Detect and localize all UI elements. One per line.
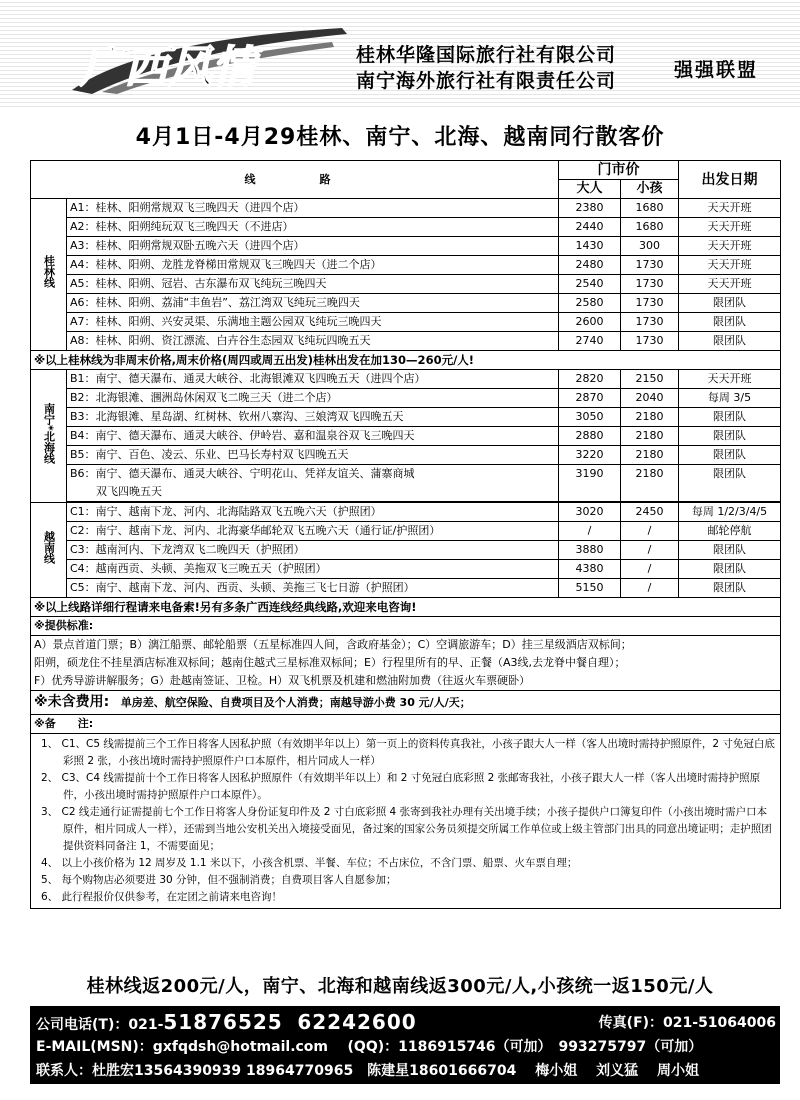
table-row (31, 370, 781, 389)
route-cell: A2：桂林、阳朔纯玩双飞三晚四天（不进店） (67, 218, 559, 237)
table-row (31, 408, 781, 427)
standard-line: F）优秀导游讲解服务；G）赴越南签证、卫检。H）双飞机票及机建和燃油附加费（往返火车票硬卧） (34, 674, 531, 687)
adult-price: 2440 (559, 218, 621, 237)
depart-date: 限团队 (679, 541, 781, 560)
route-cell: B5：南宁、百色、凌云、乐业、巴马长寿村双飞四晚五天 (67, 446, 559, 465)
route-cell: A1：桂林、阳朔常规双飞三晚四天（进四个店） (67, 199, 559, 218)
route-line-cont: 双飞四晚五天 (96, 485, 162, 498)
depart-date: 限团队 (679, 465, 781, 502)
route-cell: B1：南宁、德天瀑布、通灵大峡谷、北海银滩双飞四晚五天（进四个店） (67, 370, 559, 389)
depart-date: 邮轮停航 (679, 522, 781, 541)
table-row (31, 256, 781, 275)
depart-date: 限团队 (679, 427, 781, 446)
excluded-row (31, 691, 781, 715)
route-cell: A8：桂林、阳朔、资江漂流、白卉谷生态园双飞纯玩四晚五天 (67, 332, 559, 351)
company-name-nanning: 南宁海外旅行社有限责任公司 (356, 70, 617, 92)
remarks-body-row (31, 734, 781, 909)
route-cell: C5：南宁、越南下龙、河内、西贡、头顿、美拖三飞七日游（护照团） (67, 579, 559, 598)
child-price: 1730 (621, 256, 679, 275)
phone-label: 公司电话(T)：021- (36, 1017, 164, 1033)
depart-date: 限团队 (679, 332, 781, 351)
child-price: 2180 (621, 465, 679, 502)
standard-body (31, 636, 781, 691)
phone-number-1[interactable]: 51876525 (163, 1010, 283, 1034)
phone-number-2[interactable]: 62242600 (297, 1010, 417, 1034)
email-line (36, 1036, 774, 1056)
adult-price: 2740 (559, 332, 621, 351)
child-price: 2040 (621, 389, 679, 408)
depart-date: 天天开班 (679, 218, 781, 237)
table-header-row (31, 161, 781, 180)
table-row (31, 199, 781, 218)
table-row (31, 560, 781, 579)
standard-title-row (31, 617, 781, 636)
remark-item: 2、 C3、C4 线需提前十个工作日将客人因私护照原件（有效期半年以上）和 2 寸免冠白底彩照 2 张邮寄我社，小孩子跟大人一样（客人出境时需持护照原件，小孩出境时需持护照原件户口本原件）。 (41, 772, 761, 801)
table-row (31, 237, 781, 256)
child-price: 2180 (621, 408, 679, 427)
remark-item: 6、 此行程报价仅供参考，在定团之前请来电咨询！ (41, 891, 283, 903)
standard-title: ※提供标准: (31, 617, 781, 636)
depart-date: 限团队 (679, 294, 781, 313)
adult-price: 2870 (559, 389, 621, 408)
region-vietnam (31, 503, 67, 598)
adult-price: 3220 (559, 446, 621, 465)
adult-price: 2480 (559, 256, 621, 275)
contact-footer (30, 1006, 780, 1084)
child-price: / (621, 541, 679, 560)
route-cell: C2：南宁、越南下龙、河内、北海豪华邮轮双飞五晚六天（通行证/护照团） (67, 522, 559, 541)
adult-price: 2540 (559, 275, 621, 294)
adult-price: 2380 (559, 199, 621, 218)
route-cell: A7：桂林、阳朔、兴安灵渠、乐满地主题公园双飞纯玩三晚四天 (67, 313, 559, 332)
qq-numbers: (QQ)：1186915746（可加） 993275797（可加） (347, 1039, 703, 1055)
logo-graphic (62, 20, 352, 96)
adult-price: 3880 (559, 541, 621, 560)
child-price: 2180 (621, 446, 679, 465)
adult-price: / (559, 522, 621, 541)
table-row (31, 275, 781, 294)
region-label: 南宁*北海线 (42, 402, 56, 464)
remarks-title-row (31, 715, 781, 734)
adult-price: 5150 (559, 579, 621, 598)
company-name-guilin: 桂林华隆国际旅行社有限公司 (356, 44, 617, 66)
child-price: 1730 (621, 294, 679, 313)
region-nanning-beihai (31, 370, 67, 503)
remark-item: 5、 每个购物店必须要进 30 分钟，但不强制消费；自费项目客人自愿参加； (41, 874, 397, 886)
price-table (30, 160, 781, 909)
rebate-promo: 桂林线返200元/人，南宁、北海和越南线返300元/人,小孩统一返150元/人 (86, 976, 714, 997)
table-row (31, 294, 781, 313)
depart-date: 限团队 (679, 579, 781, 598)
vietnam-note-row (31, 598, 781, 617)
remarks-body (31, 734, 781, 909)
adult-price: 3190 (559, 465, 621, 502)
remark-item: 1、 C1、C5 线需提前三个工作日将客人因私护照（有效期半年以上）第一页上的资料传真我社，小孩子跟大人一样（客人出境时需持护照原件，2 寸免冠白底彩照 2 张，小孩出境时需持护照原件户口本原件，相片同成人一样） (41, 738, 775, 767)
guilin-note-row (31, 351, 781, 370)
child-price: 1680 (621, 218, 679, 237)
standard-line: A）景点首道门票；B）漓江船票、邮轮船票（五星标准四人间，含政府基金）；C）空调旅游车；D）挂三星级酒店双标间； (34, 638, 632, 651)
logo-text: 广西风情 (80, 42, 256, 93)
remarks-list (35, 736, 776, 906)
adult-price: 2600 (559, 313, 621, 332)
table-row (31, 389, 781, 408)
page-title: 4月1日-4月29桂林、南宁、北海、越南同行散客价 (135, 125, 665, 150)
table-row (31, 503, 781, 522)
adult-price: 2580 (559, 294, 621, 313)
remarks-title: ※备 注: (31, 715, 781, 734)
depart-date: 天天开班 (679, 199, 781, 218)
more-routes-note: ※以上线路详细行程请来电备索!另有多条广西连线经典线路,欢迎来电咨询! (31, 598, 781, 617)
depart-date: 天天开班 (679, 275, 781, 294)
depart-date: 天天开班 (679, 370, 781, 389)
col-child-header: 小孩 (621, 180, 679, 199)
table-row (31, 427, 781, 446)
depart-date: 限团队 (679, 560, 781, 579)
route-cell: C3：越南河内、下龙湾双飞二晚四天（护照团） (67, 541, 559, 560)
child-price: 1730 (621, 313, 679, 332)
depart-date: 限团队 (679, 446, 781, 465)
excluded-text: 单房差、航空保险、自费项目及个人消费；南越导游小费 30 元/人/天； (120, 696, 471, 709)
contacts-line: 联系人：杜胜宏13564390939 18964770965 陈建星18601666704 梅小姐 刘义猛 周小姐 (36, 1063, 699, 1079)
region-label: 越南线 (42, 530, 56, 564)
route-cell: B2：北海银滩、涠洲岛休闲双飞二晚三天（进二个店） (67, 389, 559, 408)
route-cell: A5：桂林、阳朔、冠岩、古东瀑布双飞纯玩三晚四天 (67, 275, 559, 294)
depart-date: 每周 1/2/3/4/5 (679, 503, 781, 522)
col-price-header: 门市价 (559, 161, 679, 180)
adult-price: 4380 (559, 560, 621, 579)
depart-date: 限团队 (679, 313, 781, 332)
brand-logo (62, 20, 352, 96)
guilin-weekend-note: ※以上桂林线为非周末价格,周末价格(周四或周五出发)桂林出发在加130—260元/人! (31, 351, 781, 370)
adult-price: 2880 (559, 427, 621, 446)
child-price: 2450 (621, 503, 679, 522)
email-address[interactable]: E-MAIL(MSN)：gxfqdsh@hotmail.com (36, 1039, 329, 1055)
depart-date: 天天开班 (679, 256, 781, 275)
table-row (31, 541, 781, 560)
child-price: / (621, 522, 679, 541)
page-header (0, 0, 800, 110)
table-row (31, 522, 781, 541)
col-date-header: 出发日期 (679, 161, 781, 199)
route-line: B6：南宁、德天瀑布、通灵大峡谷、宁明花山、凭祥友谊关、蒲寨商城 (70, 467, 415, 480)
adult-price: 2820 (559, 370, 621, 389)
region-label: 桂林线 (42, 255, 56, 288)
route-cell (67, 465, 559, 502)
adult-price: 3020 (559, 503, 621, 522)
child-price: 300 (621, 237, 679, 256)
depart-date: 天天开班 (679, 237, 781, 256)
route-cell: A3：桂林、阳朔常规双卧五晚六天（进四个店） (67, 237, 559, 256)
route-cell: B4：南宁、德天瀑布、通灵大峡谷、伊岭岩、嘉和温泉谷双飞三晚四天 (67, 427, 559, 446)
remark-item: 4、 以上小孩价格为 12 周岁及 1.1 米以下，小孩含机票、半餐、车位；不占床位，不含门票、船票、火车票自理； (41, 857, 578, 869)
route-cell: A6：桂林、阳朔、荔浦“丰鱼岩”、荔江湾双飞纯玩三晚四天 (67, 294, 559, 313)
route-cell: B3：北海银滩、星岛湖、红树林、钦州八寨沟、三娘湾双飞四晚五天 (67, 408, 559, 427)
depart-date: 每周 3/5 (679, 389, 781, 408)
child-price: / (621, 560, 679, 579)
route-cell: A4：桂林、阳朔、龙胜龙脊梯田常规双飞三晚四天（进二个店） (67, 256, 559, 275)
adult-price: 3050 (559, 408, 621, 427)
table-row (31, 218, 781, 237)
table-row (31, 465, 781, 502)
table-row (31, 313, 781, 332)
col-route-header: 线 路 (31, 161, 559, 199)
standard-line: 阳朔，硕龙住不挂星酒店标准双标间；越南住越式三星标准双标间；E）行程里所有的早、正餐（A3线,去龙脊中餐自理）； (34, 656, 626, 669)
col-adult-header: 大人 (559, 180, 621, 199)
alliance-slogan: 强强联盟 (674, 59, 759, 81)
fax-number: 传真(F)：021-51064006 (598, 1015, 776, 1031)
standard-body-row (31, 636, 781, 691)
table-row (31, 579, 781, 598)
table-row (31, 332, 781, 351)
adult-price: 1430 (559, 237, 621, 256)
excluded-cell (31, 691, 781, 715)
region-guilin (31, 199, 67, 351)
child-price: 1680 (621, 199, 679, 218)
remark-item: 3、 C2 线走通行证需提前七个工作日将客人身份证复印件及 2 寸白底彩照 4 张寄到我社办理有关出境手续；小孩子提供户口簿复印件（小孩出境时需户口本原件，相片同成人一样），还需到当地公安机关出入境接受面见，备过案的国家公务员须提交所属工作单位或上级主管部门出具的同意出境证明；走护照团提供资料同备注 1，不需要面见； (41, 806, 772, 852)
route-cell: C1：南宁、越南下龙、河内、北海陆路双飞五晚六天（护照团） (67, 503, 559, 522)
child-price: 2150 (621, 370, 679, 389)
depart-date: 限团队 (679, 408, 781, 427)
route-cell: C4：越南西贡、头顿、美拖双飞三晚五天（护照团） (67, 560, 559, 579)
child-price: 2180 (621, 427, 679, 446)
child-price: 1730 (621, 275, 679, 294)
excluded-title: ※未含费用: (34, 694, 110, 710)
child-price: 1730 (621, 332, 679, 351)
table-row (31, 446, 781, 465)
child-price: / (621, 579, 679, 598)
